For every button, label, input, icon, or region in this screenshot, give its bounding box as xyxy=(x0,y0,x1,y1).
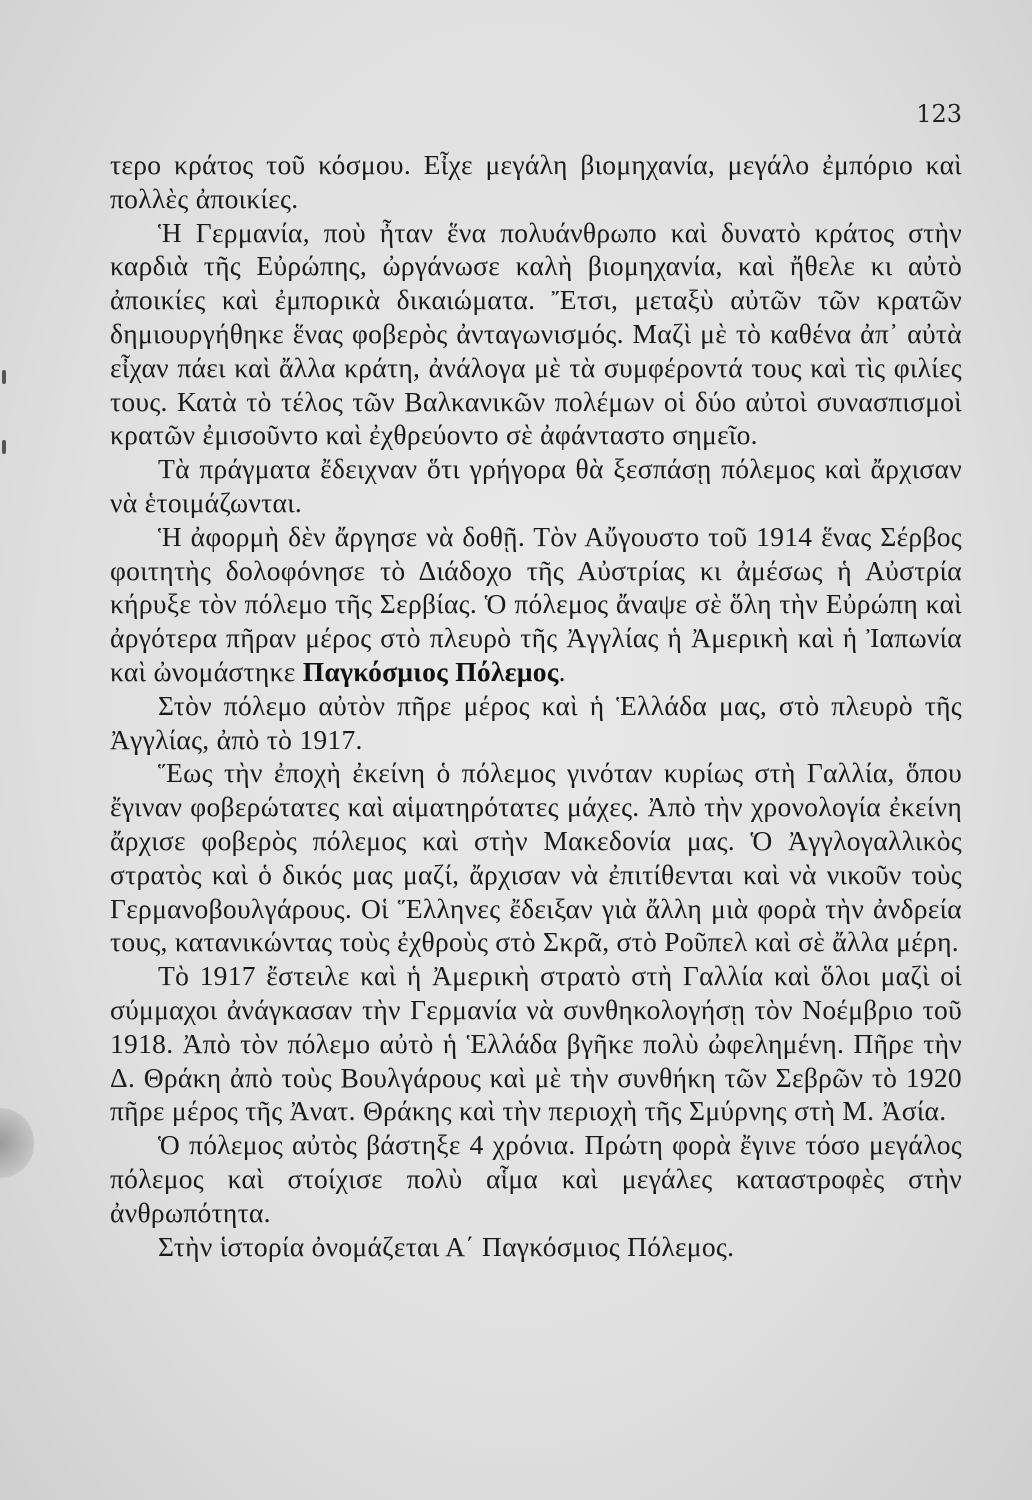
margin-speck xyxy=(2,440,6,454)
world-war-bold-term: Παγκόσμιος Πόλεμος xyxy=(302,655,559,687)
paragraph-8: Ὁ πόλεμος αὐτὸς βάστηξε 4 χρόνια. Πρώτη φορὰ ἔγινε τόσο μεγάλος πόλεμος καὶ στοίχισε πολὺ αἷμα καὶ μεγάλες καταστροφὲς στὴν ἀνθρωπότητα. xyxy=(110,1129,962,1228)
binding-hole-shadow xyxy=(0,1108,34,1178)
paragraph-7: Τὸ 1917 ἔστειλε καὶ ἡ Ἀμερικὴ στρατὸ στὴ Γαλλία καὶ ὅλοι μαζὶ οἱ σύμμαχοι ἀνάγκασαν τὴν Γερμανία νὰ συνθηκολογήσῃ τὸν Νοέμβριο τοῦ 1918. Ἀπὸ τὸν πόλεμο αὐτὸ ἡ Ἑλλάδα βγῆκε πολὺ ὠφελημένη. Πῆρε τὴν Δ. Θράκη ἀπὸ τοὺς Βουλγάρους καὶ μὲ τὴν συνθήκη τῶν Σεβρῶν τὸ 1920 πῆρε μέρος τῆς Ἀνατ. Θράκης καὶ τὴν περιοχὴ τῆς Σμύρνης στὴ Μ. Ἀσία. xyxy=(110,960,962,1127)
page-number: 123 xyxy=(916,100,962,128)
paragraph-4-end: . xyxy=(558,655,566,687)
paragraph-9: Στὴν ἱστορία ὀνομάζεται Α΄ Παγκόσμιος Πόλεμος. xyxy=(158,1230,735,1262)
paragraph-5: Στὸν πόλεμο αὐτὸν πῆρε μέρος καὶ ἡ Ἑλλάδα μας, στὸ πλευρὸ τῆς Ἀγγλίας, ἀπὸ τὸ 1917. xyxy=(110,689,962,755)
paragraph-4-text: Ἡ ἀφορμὴ δὲν ἄργησε νὰ δοθῇ. Τὸν Αὔγουστο τοῦ 1914 ἕνας Σέρβος φοιτητὴς δολοφόνησε τὸ Διάδοχο τῆς Αὐστρίας κι ἀμέσως ἡ Αὐστρία κήρυξε τὸν πόλεμο τῆς Σερβίας. Ὁ πόλεμος ἄναψε σὲ ὅλη τὴν Εὐρώπη καὶ ἀργότερα πῆραν μέρος στὸ πλευρὸ τῆς Ἀγγλίας ἡ Ἀμερικὴ καὶ ἡ Ἰαπωνία καὶ ὠνομάστηκε xyxy=(110,520,962,687)
margin-speck xyxy=(2,370,6,384)
body-text xyxy=(110,148,962,1263)
paragraph-2: Ἡ Γερμανία, ποὺ ἦταν ἕνα πολυάνθρωπο καὶ δυνατὸ κράτος στὴν καρδιὰ τῆς Εὐρώπης, ὠργάνωσε καλὴ βιομηχανία, καὶ ἤθελε κι αὐτὸ ἀποικίες καὶ ἐμπορικὰ δικαιώματα. Ἔτσι, μεταξὺ αὐτῶν τῶν κρατῶν δημιουργήθηκε ἕνας φοβερὸς ἀνταγωνισμός. Μαζὶ μὲ τὸ καθένα ἀπ᾿ αὐτὰ εἶχαν πάει καὶ ἄλλα κράτη, ἀνάλογα μὲ τὰ συμφέροντά τους καὶ τὶς φιλίες τους. Κατὰ τὸ τέλος τῶν Βαλκανικῶν πολέμων οἱ δύο αὐτοὶ συνασπισμοὶ κρατῶν ἐμισοῦντο καὶ ἐχθρεύοντο σὲ ἀφάνταστο σημεῖο. xyxy=(110,216,962,451)
paragraph-4 xyxy=(110,520,962,689)
paragraph-3: Τὰ πράγματα ἔδειχναν ὅτι γρήγορα θὰ ξεσπάσῃ πόλεμος καὶ ἄρχισαν νὰ ἑτοιμάζωνται. xyxy=(110,453,962,518)
paragraph-6: Ἕως τὴν ἐποχὴ ἐκείνη ὁ πόλεμος γινόταν κυρίως στὴ Γαλλία, ὅπου ἔγιναν φοβερώτατες καὶ αἱματηρότατες μάχες. Ἀπὸ τὴν χρονολογία ἐκείνη ἄρχισε φοβερὸς πόλεμος καὶ στὴν Μακεδονία μας. Ὁ Ἀγγλογαλλικὸς στρατὸς καὶ ὁ δικός μας μαζί, ἄρχισαν νὰ ἐπιτίθενται καὶ νὰ νικοῦν τοὺς Γερμανοβουλγάρους. Οἱ Ἕλληνες ἔδειξαν γιὰ ἄλλη μιὰ φορὰ τὴν ἀνδρεία τους, κατανικώντας τοὺς ἐχθροὺς στὸ Σκρᾶ, στὸ Ροῦπελ καὶ σὲ ἄλλα μέρη. xyxy=(110,757,962,958)
paragraph-1: τερο κράτος τοῦ κόσμου. Εἶχε μεγάλη βιομηχανία, μεγάλο ἐμπόριο καὶ πολλὲς ἀποικίες. xyxy=(110,149,962,214)
